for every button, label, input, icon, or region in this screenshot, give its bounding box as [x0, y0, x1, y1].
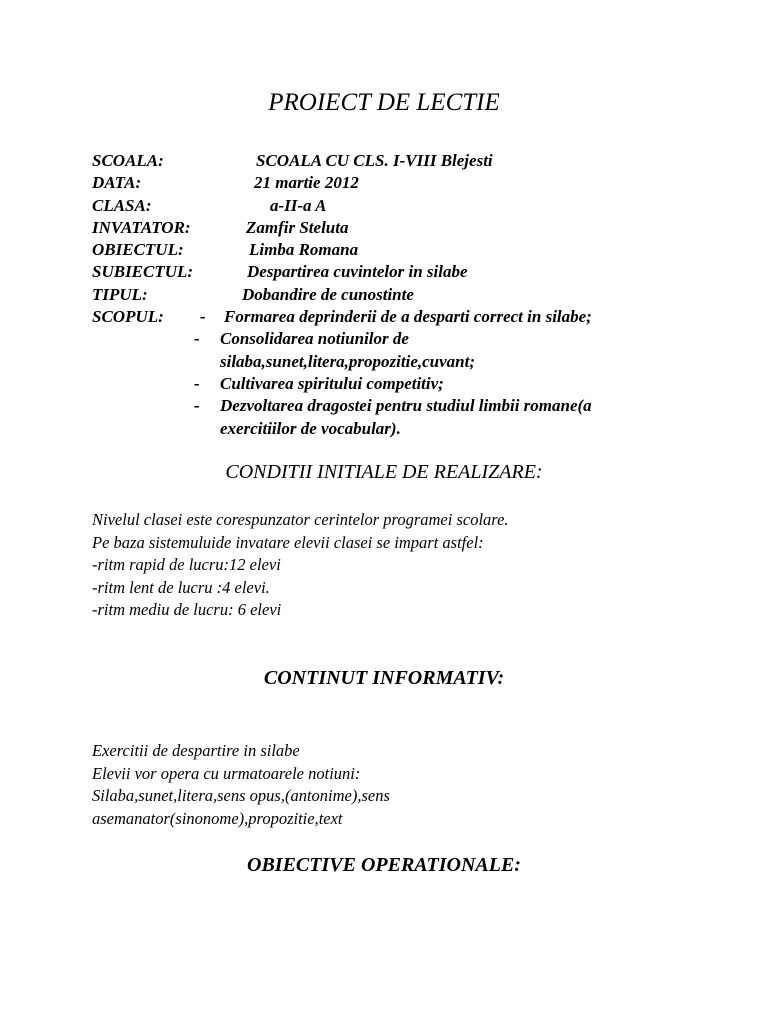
field-row-topic — [92, 261, 732, 283]
text-line: asemanator(sinonome),propozitie,text — [92, 808, 343, 828]
text-line: Nivelul clasei este corespunzator cerintelor programei scolare. — [92, 510, 509, 529]
field-row-type — [92, 284, 732, 306]
bullet: - — [200, 307, 206, 327]
field-row-school — [92, 150, 732, 172]
scope-item: Consolidarea notiunilor de — [220, 329, 409, 349]
field-value: SCOALA CU CLS. I-VIII Blejesti — [256, 151, 493, 170]
field-label: INVATATOR: — [92, 217, 191, 237]
scope-item: exercitiilor de vocabular). — [220, 418, 401, 438]
field-label: SCOALA: — [92, 151, 164, 170]
field-value: Dobandire de cunostinte — [242, 284, 414, 304]
field-label: DATA: — [92, 173, 142, 193]
scope-row — [92, 373, 732, 395]
field-label: TIPUL: — [92, 284, 148, 304]
field-label: OBIECTUL: — [92, 240, 184, 260]
text-line: -ritm rapid de lucru:12 elevi — [92, 555, 281, 574]
scope-row — [92, 306, 732, 328]
field-row-teacher — [92, 217, 732, 239]
text-line: Exercitii de despartire in silabe — [92, 741, 300, 760]
field-row-date — [92, 172, 732, 194]
field-label: SUBIECTUL: — [92, 262, 194, 282]
scope-row — [92, 328, 732, 350]
bullet: - — [194, 329, 200, 349]
text-line: -ritm lent de lucru :4 elevi. — [92, 577, 270, 597]
section-heading-objectives: OBIECTIVE OPERATIONALE: — [247, 854, 521, 876]
text-line: Elevii vor opera cu urmatoarele notiuni: — [92, 763, 361, 783]
field-value: Despartirea cuvintelor in silabe — [247, 262, 468, 282]
field-value: Limba Romana — [249, 240, 359, 260]
field-value: Zamfir Steluta — [246, 217, 349, 237]
section-heading-conditions: CONDITII INITIALE DE REALIZARE: — [225, 461, 543, 483]
lesson-info — [92, 150, 732, 440]
scope-label: SCOPUL: — [92, 307, 164, 327]
document-title: PROIECT DE LECTIE — [268, 89, 500, 116]
section-heading-content: CONTINUT INFORMATIV: — [263, 667, 505, 689]
text-line: -ritm mediu de lucru: 6 elevi — [92, 600, 282, 619]
conditions-paragraph — [92, 509, 732, 622]
scope-item: Cultivarea spiritului competitiv; — [220, 373, 444, 393]
field-label: CLASA: — [92, 195, 152, 215]
scope-item: Dezvoltarea dragostei pentru studiul limbii romane(a — [220, 396, 592, 416]
field-value: 21 martie 2012 — [254, 173, 359, 193]
text-line: Silaba,sunet,litera,sens opus,(antonime),sens — [92, 786, 390, 805]
content-paragraph — [92, 740, 732, 830]
scope-row — [92, 395, 732, 417]
scope-item: silaba,sunet,litera,propozitie,cuvant; — [220, 351, 476, 371]
text-line: Pe baza sistemuluide invatare elevii clasei se impart astfel: — [92, 532, 484, 552]
bullet: - — [194, 396, 200, 416]
field-row-class — [92, 195, 732, 217]
scope-row — [92, 418, 732, 440]
scope-item: Formarea deprinderii de a desparti correct in silabe; — [224, 307, 592, 327]
field-row-subject — [92, 239, 732, 261]
scope-row — [92, 351, 732, 373]
field-value: a-II-a A — [270, 195, 327, 215]
bullet: - — [194, 373, 200, 393]
